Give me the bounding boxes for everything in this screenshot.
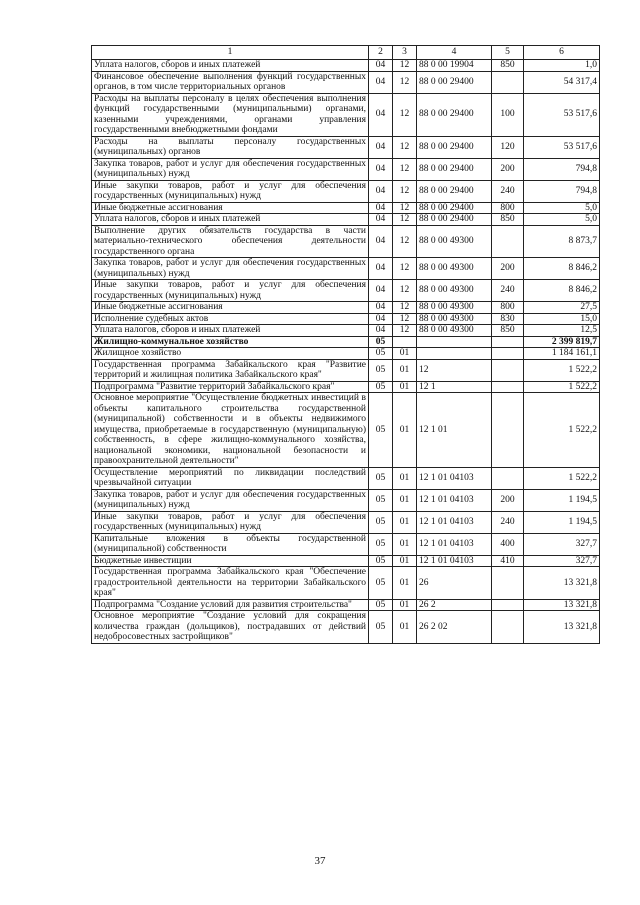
- row-subsection-cell: 01: [393, 359, 417, 381]
- table-row: [92, 381, 600, 393]
- row-name-cell: Государственная программа Забайкальского края "Обеспечение градостроительной деятельности на территории Забайкальского края": [92, 567, 369, 600]
- table-row: [92, 511, 600, 533]
- row-name-cell: Подпрограмма "Создание условий для развития строительства": [92, 599, 369, 611]
- row-amount-cell: 794,8: [524, 180, 600, 202]
- row-expense-type-cell: [492, 567, 524, 600]
- row-target-article-cell: 12 1 01 04103: [417, 533, 492, 555]
- row-section-cell: 05: [369, 533, 393, 555]
- table-row: [92, 136, 600, 158]
- row-amount-cell: 15,0: [524, 313, 600, 325]
- row-name-cell: Государственная программа Забайкальского края "Развитие территорий и жилищная политика Забайкальского края": [92, 359, 369, 381]
- row-expense-type-cell: 240: [492, 511, 524, 533]
- row-target-article-cell: 12 1 01 04103: [417, 511, 492, 533]
- row-subsection-cell: 12: [393, 280, 417, 302]
- row-amount-cell: 5,0: [524, 202, 600, 214]
- table-row: [92, 359, 600, 381]
- row-name-cell: Иные бюджетные ассигнования: [92, 302, 369, 314]
- row-expense-type-cell: [492, 611, 524, 644]
- row-subsection-cell: 01: [393, 599, 417, 611]
- row-subsection-cell: 01: [393, 489, 417, 511]
- row-target-article-cell: 88 0 00 29400: [417, 202, 492, 214]
- row-expense-type-cell: [492, 336, 524, 348]
- row-expense-type-cell: [492, 467, 524, 489]
- row-target-article-cell: 88 0 00 49300: [417, 258, 492, 280]
- table-row: [92, 158, 600, 180]
- table-row: [92, 567, 600, 600]
- header-cell: 4: [417, 46, 492, 60]
- row-amount-cell: 1 522,2: [524, 467, 600, 489]
- row-subsection-cell: 12: [393, 136, 417, 158]
- row-name-cell: Капитальные вложения в объекты государственной (муниципальной) собственности: [92, 533, 369, 555]
- row-subsection-cell: 01: [393, 555, 417, 567]
- row-section-cell: 05: [369, 348, 393, 360]
- row-section-cell: 05: [369, 381, 393, 393]
- row-expense-type-cell: [492, 393, 524, 468]
- table-row: [92, 313, 600, 325]
- row-target-article-cell: 88 0 00 29400: [417, 214, 492, 226]
- row-amount-cell: 1,0: [524, 60, 600, 72]
- row-section-cell: 04: [369, 302, 393, 314]
- row-section-cell: 05: [369, 336, 393, 348]
- row-target-article-cell: 26 2 02: [417, 611, 492, 644]
- row-expense-type-cell: 400: [492, 533, 524, 555]
- row-target-article-cell: 12 1 01 04103: [417, 467, 492, 489]
- row-section-cell: 05: [369, 567, 393, 600]
- table-row: [92, 325, 600, 337]
- row-name-cell: Закупка товаров, работ и услуг для обеспечения государственных (муниципальных) нужд: [92, 158, 369, 180]
- row-name-cell: Расходы на выплаты персоналу в целях обеспечения выполнения функций государственными (муниципальными) органами, казенными учреждениями, органами управления государственными внебюджетными фондами: [92, 93, 369, 136]
- row-subsection-cell: 12: [393, 214, 417, 226]
- row-name-cell: Иные закупки товаров, работ и услуг для обеспечения государственных (муниципальных) нужд: [92, 180, 369, 202]
- row-name-cell: Иные закупки товаров, работ и услуг для обеспечения государственных (муниципальных) нужд: [92, 511, 369, 533]
- row-subsection-cell: [393, 336, 417, 348]
- row-target-article-cell: 88 0 00 49300: [417, 325, 492, 337]
- row-subsection-cell: 12: [393, 180, 417, 202]
- row-subsection-cell: 01: [393, 348, 417, 360]
- row-expense-type-cell: [492, 359, 524, 381]
- row-subsection-cell: 12: [393, 71, 417, 93]
- page-number: 37: [314, 855, 326, 867]
- row-expense-type-cell: 200: [492, 489, 524, 511]
- row-subsection-cell: 01: [393, 381, 417, 393]
- table-row: [92, 93, 600, 136]
- row-name-cell: Уплата налогов, сборов и иных платежей: [92, 325, 369, 337]
- row-name-cell: Подпрограмма "Развитие территорий Забайкальского края": [92, 381, 369, 393]
- table-row: [92, 60, 600, 72]
- row-amount-cell: 1 194,5: [524, 511, 600, 533]
- row-expense-type-cell: 200: [492, 258, 524, 280]
- row-target-article-cell: 26: [417, 567, 492, 600]
- row-amount-cell: 27,5: [524, 302, 600, 314]
- row-target-article-cell: 88 0 00 49300: [417, 302, 492, 314]
- row-expense-type-cell: [492, 71, 524, 93]
- row-amount-cell: 8 846,2: [524, 280, 600, 302]
- row-section-cell: 04: [369, 325, 393, 337]
- row-name-cell: Основное мероприятие "Создание условий для сокращения количества граждан (дольщиков), пострадавших от действий недобросовестных застройщиков": [92, 611, 369, 644]
- row-name-cell: Уплата налогов, сборов и иных платежей: [92, 60, 369, 72]
- row-name-cell: Уплата налогов, сборов и иных платежей: [92, 214, 369, 226]
- row-subsection-cell: 01: [393, 467, 417, 489]
- row-target-article-cell: 12 1: [417, 381, 492, 393]
- row-amount-cell: 54 317,4: [524, 71, 600, 93]
- row-subsection-cell: 12: [393, 202, 417, 214]
- row-expense-type-cell: 850: [492, 60, 524, 72]
- row-amount-cell: 8 846,2: [524, 258, 600, 280]
- row-name-cell: Иные бюджетные ассигнования: [92, 202, 369, 214]
- row-target-article-cell: 88 0 00 29400: [417, 93, 492, 136]
- row-subsection-cell: 12: [393, 158, 417, 180]
- row-target-article-cell: 12 1 01 04103: [417, 555, 492, 567]
- row-target-article-cell: 88 0 00 19904: [417, 60, 492, 72]
- row-target-article-cell: 88 0 00 49300: [417, 280, 492, 302]
- row-target-article-cell: [417, 336, 492, 348]
- row-target-article-cell: 88 0 00 29400: [417, 71, 492, 93]
- row-section-cell: 04: [369, 136, 393, 158]
- row-target-article-cell: 88 0 00 49300: [417, 313, 492, 325]
- row-subsection-cell: 01: [393, 567, 417, 600]
- row-section-cell: 04: [369, 60, 393, 72]
- budget-table: [91, 45, 600, 644]
- row-section-cell: 05: [369, 555, 393, 567]
- row-amount-cell: 5,0: [524, 214, 600, 226]
- table-row: [92, 180, 600, 202]
- row-target-article-cell: 26 2: [417, 599, 492, 611]
- row-expense-type-cell: [492, 225, 524, 258]
- row-amount-cell: 13 321,8: [524, 599, 600, 611]
- table-row: [92, 533, 600, 555]
- row-name-cell: Закупка товаров, работ и услуг для обеспечения государственных (муниципальных) нужд: [92, 489, 369, 511]
- row-expense-type-cell: 120: [492, 136, 524, 158]
- row-amount-cell: 2 399 819,7: [524, 336, 600, 348]
- row-target-article-cell: 88 0 00 49300: [417, 225, 492, 258]
- row-section-cell: 04: [369, 93, 393, 136]
- table-row: [92, 467, 600, 489]
- header-cell: 5: [492, 46, 524, 60]
- row-subsection-cell: 12: [393, 93, 417, 136]
- row-expense-type-cell: 850: [492, 325, 524, 337]
- row-name-cell: Исполнение судебных актов: [92, 313, 369, 325]
- row-amount-cell: 13 321,8: [524, 611, 600, 644]
- row-amount-cell: 53 517,6: [524, 136, 600, 158]
- row-amount-cell: 53 517,6: [524, 93, 600, 136]
- row-subsection-cell: 01: [393, 611, 417, 644]
- row-name-cell: Выполнение других обязательств государства в части материально-технического обеспечения деятельности государственного органа: [92, 225, 369, 258]
- row-amount-cell: 1 522,2: [524, 359, 600, 381]
- row-subsection-cell: 01: [393, 393, 417, 468]
- row-expense-type-cell: 800: [492, 302, 524, 314]
- row-expense-type-cell: 830: [492, 313, 524, 325]
- row-name-cell: Финансовое обеспечение выполнения функций государственных органов, в том числе территориальных органов: [92, 71, 369, 93]
- row-section-cell: 05: [369, 393, 393, 468]
- row-expense-type-cell: 240: [492, 180, 524, 202]
- row-section-cell: 05: [369, 489, 393, 511]
- header-cell: 3: [393, 46, 417, 60]
- row-subsection-cell: 12: [393, 60, 417, 72]
- row-section-cell: 05: [369, 359, 393, 381]
- row-expense-type-cell: 240: [492, 280, 524, 302]
- row-name-cell: Расходы на выплаты персоналу государственных (муниципальных) органов: [92, 136, 369, 158]
- table-row: [92, 489, 600, 511]
- row-section-cell: 04: [369, 258, 393, 280]
- row-section-cell: 04: [369, 280, 393, 302]
- row-section-cell: 04: [369, 71, 393, 93]
- row-expense-type-cell: [492, 599, 524, 611]
- row-expense-type-cell: 200: [492, 158, 524, 180]
- row-section-cell: 04: [369, 225, 393, 258]
- row-amount-cell: 1 522,2: [524, 393, 600, 468]
- row-section-cell: 05: [369, 611, 393, 644]
- row-amount-cell: 794,8: [524, 158, 600, 180]
- row-target-article-cell: 12 1 01: [417, 393, 492, 468]
- row-amount-cell: 8 873,7: [524, 225, 600, 258]
- table-row: [92, 599, 600, 611]
- header-cell: 2: [369, 46, 393, 60]
- row-amount-cell: 327,7: [524, 533, 600, 555]
- row-name-cell: Иные закупки товаров, работ и услуг для обеспечения государственных (муниципальных) нужд: [92, 280, 369, 302]
- row-amount-cell: 327,7: [524, 555, 600, 567]
- row-section-cell: 05: [369, 599, 393, 611]
- row-target-article-cell: 12 1 01 04103: [417, 489, 492, 511]
- row-subsection-cell: 12: [393, 225, 417, 258]
- table-row: [92, 348, 600, 360]
- row-amount-cell: 1 194,5: [524, 489, 600, 511]
- row-name-cell: Основное мероприятие "Осуществление бюджетных инвестиций в объекты капитального строительства государственной (муниципальной) собственности и в объекты недвижимого имущества, приобретаемые в государственную (муниципальную) собственность, в сфере жилищно-коммунального хозяйства, национальной экономики, национальной безопасности и правоохранительной деятельности": [92, 393, 369, 468]
- row-amount-cell: 13 321,8: [524, 567, 600, 600]
- row-expense-type-cell: [492, 381, 524, 393]
- row-section-cell: 04: [369, 313, 393, 325]
- row-subsection-cell: 12: [393, 302, 417, 314]
- budget-table-body: [92, 46, 600, 644]
- row-section-cell: 04: [369, 180, 393, 202]
- row-expense-type-cell: 800: [492, 202, 524, 214]
- header-cell: 1: [92, 46, 369, 60]
- table-row: [92, 336, 600, 348]
- row-target-article-cell: 12: [417, 359, 492, 381]
- row-section-cell: 04: [369, 158, 393, 180]
- row-name-cell: Закупка товаров, работ и услуг для обеспечения государственных (муниципальных) нужд: [92, 258, 369, 280]
- table-row: [92, 555, 600, 567]
- row-section-cell: 04: [369, 202, 393, 214]
- row-name-cell: Осуществление мероприятий по ликвидации последствий чрезвычайной ситуации: [92, 467, 369, 489]
- table-row: [92, 225, 600, 258]
- row-section-cell: 04: [369, 214, 393, 226]
- table-header-row: [92, 46, 600, 60]
- table-row: [92, 393, 600, 468]
- row-amount-cell: 1 522,2: [524, 381, 600, 393]
- row-name-cell: Жилищно-коммунальное хозяйство: [92, 336, 369, 348]
- row-expense-type-cell: 410: [492, 555, 524, 567]
- row-target-article-cell: 88 0 00 29400: [417, 158, 492, 180]
- table-row: [92, 302, 600, 314]
- row-name-cell: Бюджетные инвестиции: [92, 555, 369, 567]
- row-expense-type-cell: [492, 348, 524, 360]
- row-subsection-cell: 01: [393, 511, 417, 533]
- table-row: [92, 71, 600, 93]
- row-name-cell: Жилищное хозяйство: [92, 348, 369, 360]
- row-subsection-cell: 12: [393, 313, 417, 325]
- row-target-article-cell: [417, 348, 492, 360]
- row-subsection-cell: 01: [393, 533, 417, 555]
- table-row: [92, 202, 600, 214]
- table-row: [92, 214, 600, 226]
- row-subsection-cell: 12: [393, 258, 417, 280]
- row-section-cell: 05: [369, 511, 393, 533]
- row-subsection-cell: 12: [393, 325, 417, 337]
- table-row: [92, 611, 600, 644]
- header-cell: 6: [524, 46, 600, 60]
- row-target-article-cell: 88 0 00 29400: [417, 136, 492, 158]
- row-amount-cell: 1 184 161,1: [524, 348, 600, 360]
- table-row: [92, 280, 600, 302]
- table-row: [92, 258, 600, 280]
- row-amount-cell: 12,5: [524, 325, 600, 337]
- row-target-article-cell: 88 0 00 29400: [417, 180, 492, 202]
- row-section-cell: 05: [369, 467, 393, 489]
- row-expense-type-cell: 850: [492, 214, 524, 226]
- row-expense-type-cell: 100: [492, 93, 524, 136]
